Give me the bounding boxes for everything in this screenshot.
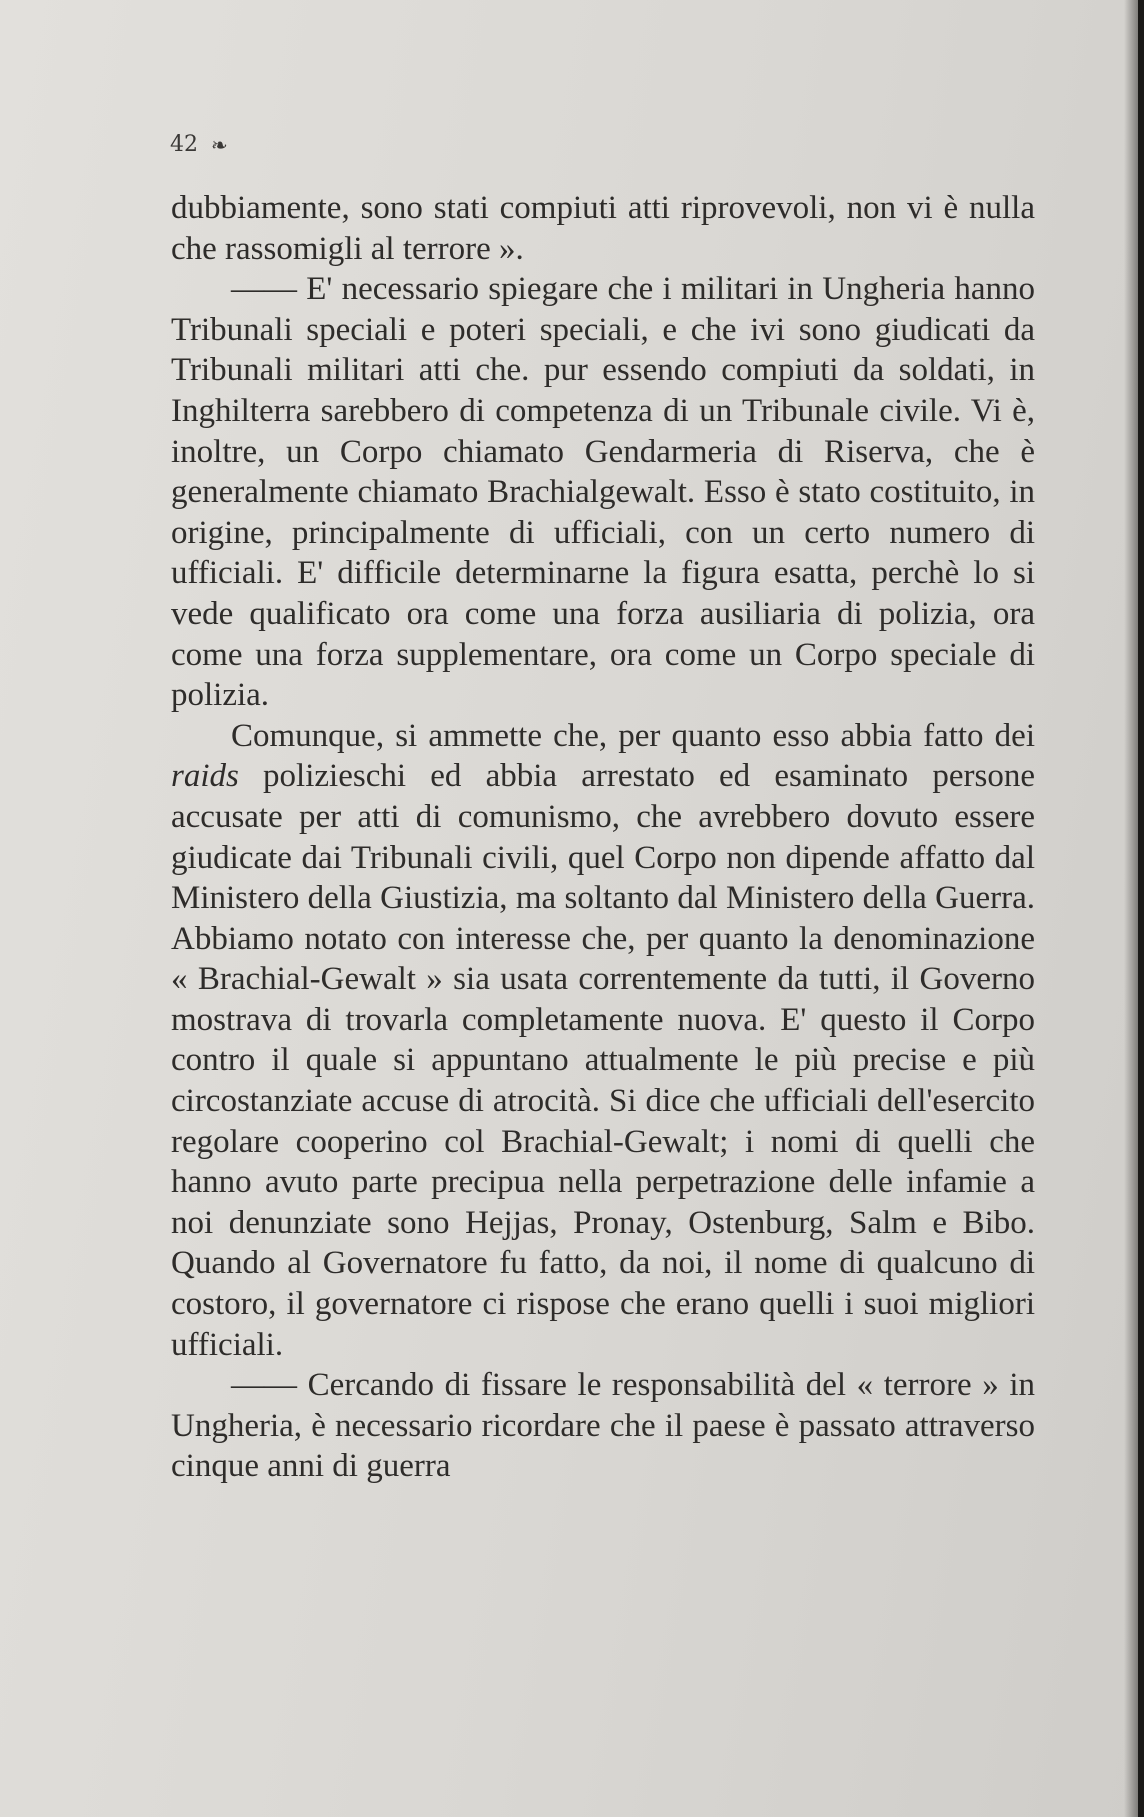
page-header [170, 132, 228, 157]
paragraph-text-part: polizieschi ed abbia arrestato ed esaminato persone accusate per atti di comunismo, che avrebbero dovuto essere giudicate dai Tribunali civili, quel Corpo non dipende affatto dal Ministero della Giustizia, ma soltanto dal Ministero della Guerra. Abbiamo notato con interesse che, per quanto la denominazione « Brachial-Gewalt » sia usata correntemente da tutti, il Governo mostrava di trovarla completamente nuova. E' questo il Corpo contro il quale si appuntano attualmente le più precise e più circostanziate accuse di atrocità. Si dice che ufficiali dell'esercito regolare cooperino col Brachial-Gewalt; i nomi di quelli che hanno avuto parte precipua nella perpetrazione delle infamie a noi denunziate sono Hejjas, Pronay, Ostenburg, Salm e Bibo. Quando al Governatore fu fatto, da noi, il nome di qualcuno di costoro, il governatore ci rispose che erano quelli i suoi migliori ufficiali. [171, 758, 1035, 1363]
page-body-text [171, 188, 1035, 1487]
paragraph-text-part: Comunque, si ammette che, per quanto esso abbia fatto dei [231, 717, 1035, 754]
fleuron-ornament-icon: ❧ [211, 133, 228, 157]
paragraph-continuation: dubbiamente, sono stati compiuti atti riprovevoli, non vi è nulla che rassomigli al terrore ». [171, 190, 1035, 267]
paragraph-brachial-gewalt [171, 716, 1035, 1366]
paragraph-military-tribunals: —— E' necessario spiegare che i militari in Ungheria hanno Tribunali speciali e poteri speciali, e che ivi sono giudicati da Tribunali militari atti che. pur essendo compiuti da soldati, in Inghilterra sarebbero di competenza di un Tribunale civile. Vi è, inoltre, un Corpo chiamato Gendarmeria di Riserva, che è generalmente chiamato Brachialgewalt. Esso è stato costituito, in origine, principalmente di ufficiali, con un certo numero di ufficiali. E' difficile determinarne la figura esatta, perchè lo si vede qualificato ora come una forza ausiliaria di polizia, ora come una forza supplementare, ora come un Corpo speciale di polizia. [171, 271, 1035, 714]
italic-term: raids [171, 758, 239, 795]
page-edge-shadow [1124, 0, 1138, 1817]
paragraph-responsibility: —— Cercando di fissare le responsabilità del « terrore » in Ungheria, è necessario ricordare che il paese è passato attraverso cinque anni di guerra [171, 1367, 1035, 1485]
page-number: 42 [170, 132, 198, 157]
